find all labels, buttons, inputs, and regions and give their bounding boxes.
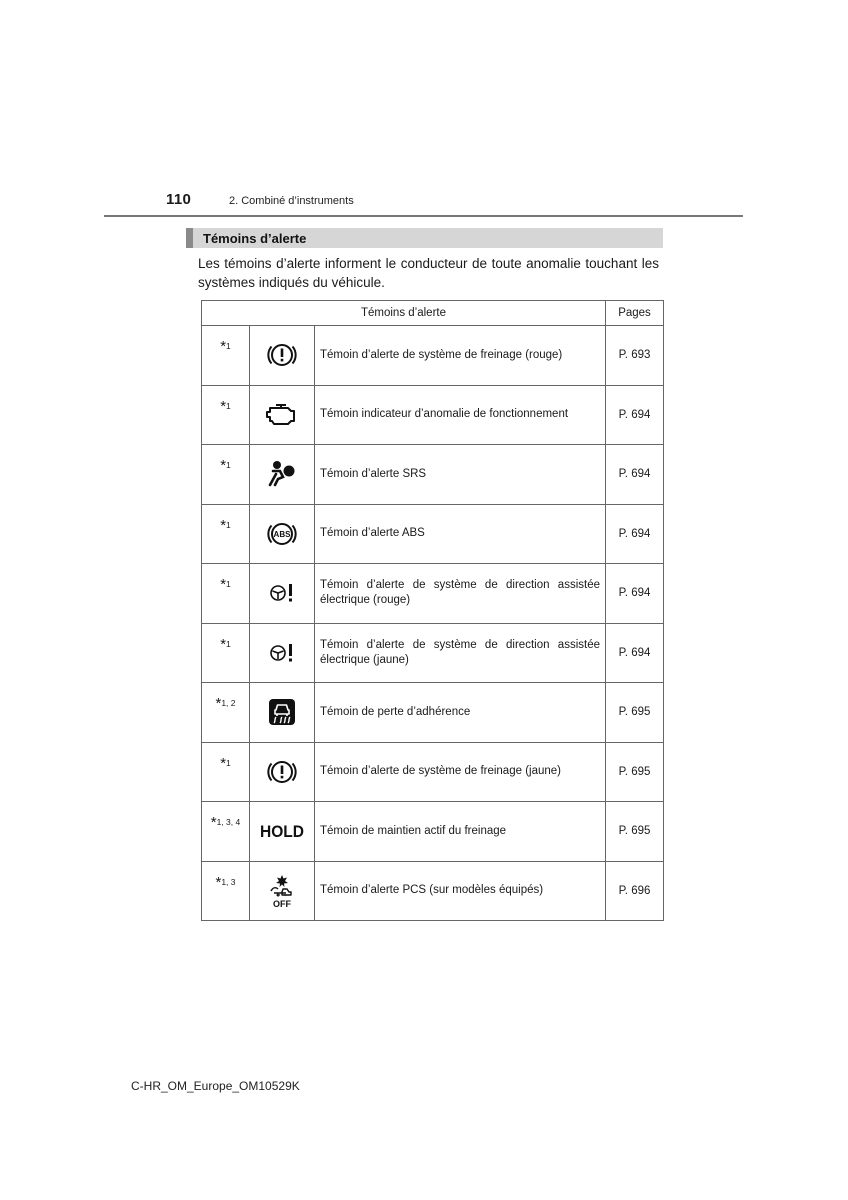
page-reference: P. 694: [606, 445, 664, 505]
table-row: [202, 623, 664, 683]
table-row: [202, 861, 664, 921]
page-number: 110: [166, 191, 192, 208]
footnote-star: *: [215, 695, 222, 712]
footnote-cell: [202, 683, 250, 743]
warning-description: Témoin de perte d’adhérence: [315, 683, 606, 743]
footnote-ref: 1: [226, 519, 231, 530]
icon-cell: [250, 683, 315, 743]
footer-code: C-HR_OM_Europe_OM10529K: [131, 1079, 300, 1093]
footnote-ref: 1, 2: [221, 698, 236, 708]
icon-cell: [250, 385, 315, 445]
footnote-ref: 1: [226, 400, 231, 411]
page-reference: P. 693: [606, 326, 664, 386]
table-row: [202, 802, 664, 862]
footnote-star: *: [220, 576, 227, 593]
abs-icon: [265, 520, 299, 548]
steering-warning-yellow-icon: [268, 641, 296, 665]
footnote-star: *: [220, 754, 227, 772]
header-warning-lights: Témoins d’alerte: [202, 301, 606, 326]
footnote-star: *: [220, 635, 227, 653]
icon-cell: [250, 802, 315, 862]
table-row: [202, 385, 664, 445]
table-row: [202, 742, 664, 802]
footnote-ref: 1: [226, 579, 231, 589]
warning-description: Témoin de maintien actif du freinage: [315, 802, 606, 862]
table-row: [202, 445, 664, 505]
footnote-ref: 1: [226, 757, 231, 768]
hold-icon: [258, 819, 306, 843]
warning-description: Témoin d’alerte PCS (sur modèles équipés): [315, 861, 606, 921]
pcs-off-icon-text: OFF: [273, 898, 291, 909]
footnote-cell: [202, 445, 250, 505]
hold-icon-text: HOLD: [260, 822, 304, 842]
footnote-cell: [202, 385, 250, 445]
icon-cell: [250, 742, 315, 802]
page-reference: P. 695: [606, 683, 664, 743]
warning-description: Témoin d’alerte de système de freinage (jaune): [315, 742, 606, 802]
table-row: [202, 564, 664, 624]
footnote-cell: [202, 623, 250, 683]
brake-warning-red-icon: [265, 341, 299, 369]
brake-warning-yellow-icon: [265, 758, 299, 786]
page-reference: P. 695: [606, 742, 664, 802]
footnote-cell: [202, 564, 250, 624]
footnote-ref: 1: [226, 460, 231, 470]
table-row: [202, 504, 664, 564]
page-reference: P. 694: [606, 564, 664, 624]
check-engine-icon: [264, 401, 300, 429]
table-header-row: [202, 301, 664, 326]
page-reference: P. 694: [606, 504, 664, 564]
chapter-title: 2. Combiné d’instruments: [229, 195, 354, 207]
warning-lights-table: [201, 300, 664, 921]
page-reference: P. 695: [606, 802, 664, 862]
warning-description: Témoin indicateur d’anomalie de fonctionnement: [315, 385, 606, 445]
header-rule: [104, 215, 743, 217]
table-row: [202, 326, 664, 386]
icon-cell: [250, 861, 315, 921]
footnote-star: *: [215, 873, 222, 891]
footnote-ref: 1, 3: [221, 876, 236, 887]
footnote-star: *: [220, 397, 227, 415]
icon-cell: [250, 445, 315, 505]
page-reference: P. 694: [606, 623, 664, 683]
warning-description: Témoin d’alerte de système de direction assistée électrique (jaune): [315, 623, 606, 683]
srs-airbag-icon: [266, 459, 298, 489]
footnote-ref: 1, 3, 4: [216, 817, 241, 827]
pcs-off-icon: [267, 873, 297, 909]
footnote-ref: 1: [226, 638, 231, 649]
footnote-star: *: [220, 457, 227, 474]
page-reference: P. 696: [606, 861, 664, 921]
footnote-star: *: [220, 338, 227, 355]
warning-description: Témoin d’alerte ABS: [315, 504, 606, 564]
warning-description: Témoin d’alerte SRS: [315, 445, 606, 505]
svg-text:ABS: ABS: [273, 529, 291, 539]
section-title: Témoins d’alerte: [203, 231, 307, 246]
icon-cell: [250, 504, 315, 564]
footnote-star: *: [210, 814, 217, 831]
icon-cell: [250, 564, 315, 624]
icon-cell: [250, 326, 315, 386]
intro-paragraph: Les témoins d’alerte informent le conducteur de toute anomalie touchant les systèmes indiqués du véhicule.: [198, 256, 659, 290]
warning-description: Témoin d’alerte de système de freinage (rouge): [315, 326, 606, 386]
page-reference: P. 694: [606, 385, 664, 445]
steering-warning-red-icon: [268, 581, 296, 605]
footnote-cell: [202, 861, 250, 921]
footnote-cell: [202, 504, 250, 564]
icon-cell: [250, 623, 315, 683]
footnote-ref: 1: [226, 341, 231, 351]
footnote-cell: [202, 326, 250, 386]
section-bar: [186, 228, 663, 248]
table-row: [202, 683, 664, 743]
warning-description: Témoin d’alerte de système de direction assistée électrique (rouge): [315, 564, 606, 624]
slip-indicator-icon: [268, 698, 296, 726]
footnote-cell: [202, 802, 250, 862]
footnote-star: *: [220, 516, 227, 534]
footnote-cell: [202, 742, 250, 802]
header-pages: Pages: [606, 301, 664, 326]
